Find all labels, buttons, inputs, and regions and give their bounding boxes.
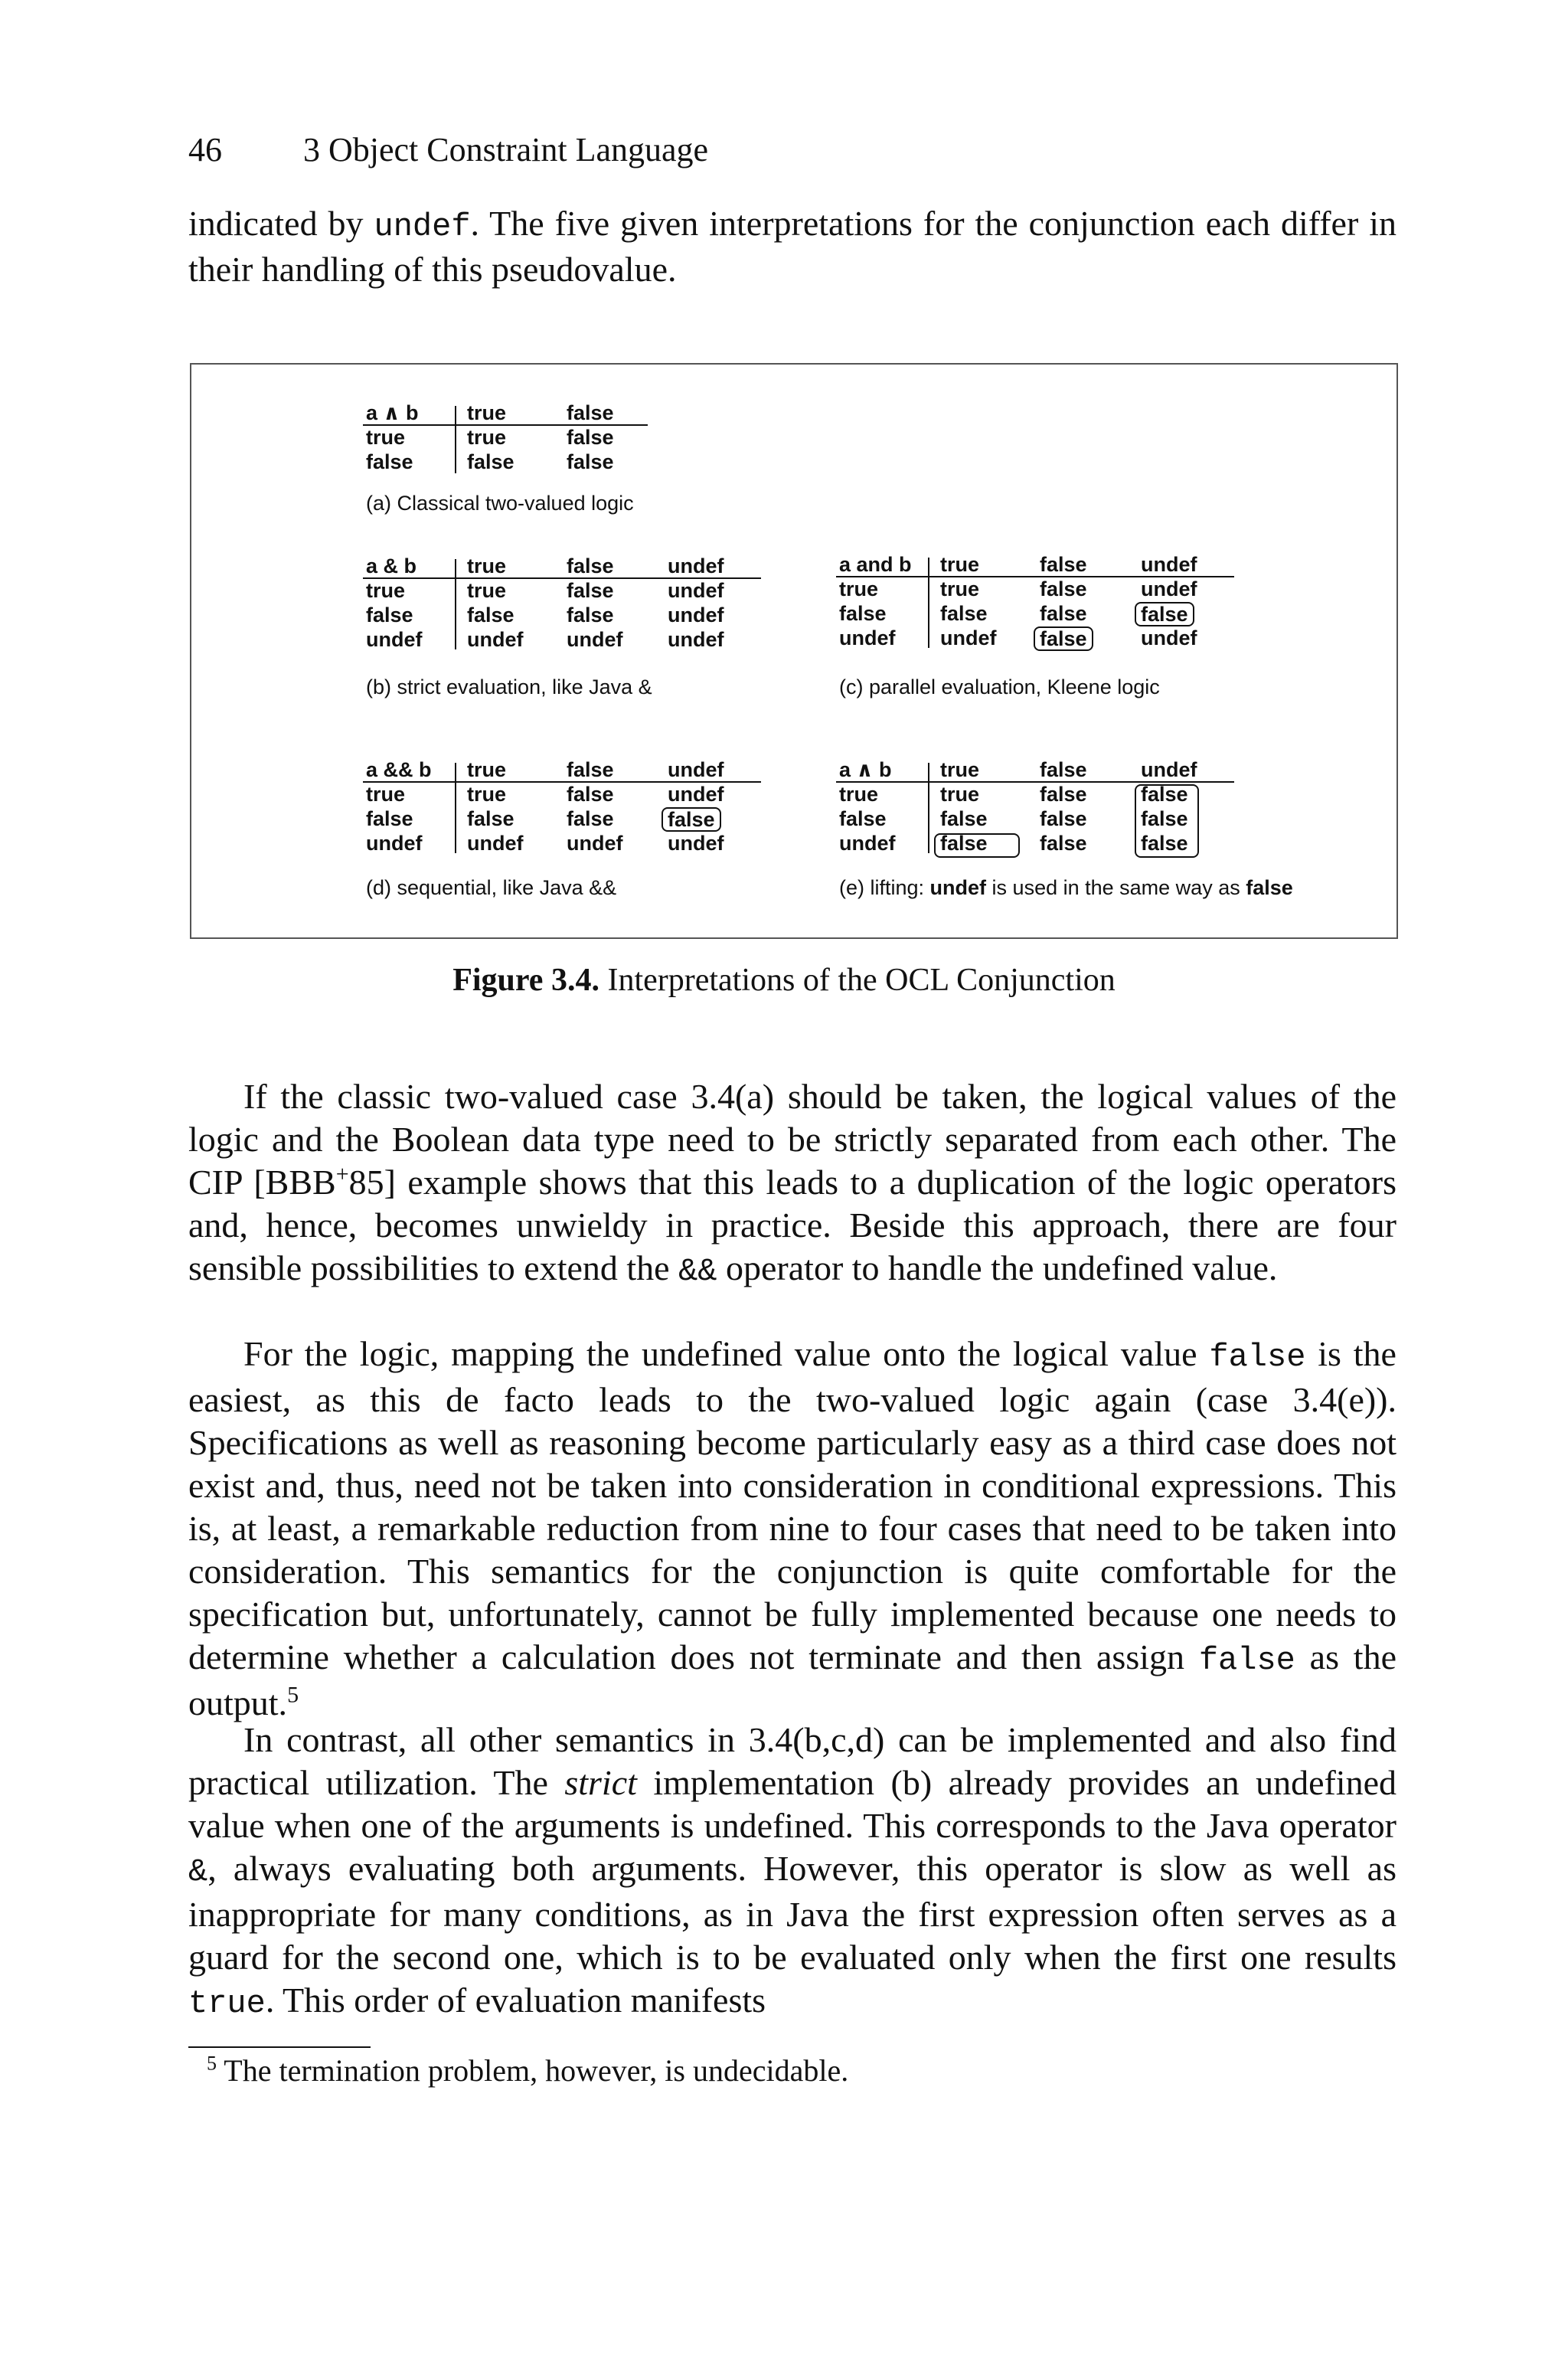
header-cell: false: [1040, 758, 1087, 781]
cell: undef: [668, 628, 724, 651]
cell: undef: [567, 628, 623, 651]
text-run: If the classic two-valued case 3.4(a) should be taken, the logical values of the logic and the Boolean data type need to be strictly separated from each other. The CIP [BBB: [188, 1077, 1396, 1202]
cell: undef: [366, 628, 423, 651]
header-cell: a & b: [366, 554, 417, 577]
text-run: In contrast, all other semantics in 3.4(b,c,d) can be implemented and also find practical utilization. The: [188, 1720, 1396, 1802]
body-paragraph-1: [188, 1075, 1396, 1293]
cell: undef: [668, 783, 724, 806]
figure-3-4: [190, 363, 1398, 939]
cell: false: [567, 450, 614, 473]
cell: true: [467, 579, 507, 602]
header-cell: true: [940, 758, 980, 781]
cell: false: [1040, 602, 1087, 625]
cell: false: [839, 602, 887, 625]
cell: false: [940, 832, 988, 855]
subfigure-caption-c: (c) parallel evaluation, Kleene logic: [839, 675, 1160, 698]
cell: undef: [940, 626, 997, 649]
cell: false: [467, 450, 514, 473]
table-divider: [363, 424, 648, 426]
cell: false: [366, 807, 413, 830]
header-cell: true: [467, 401, 507, 424]
cell: undef: [1141, 626, 1197, 649]
cell: true: [467, 426, 507, 449]
cell: undef: [567, 832, 623, 855]
cell: false: [839, 807, 887, 830]
cell: undef: [1141, 577, 1197, 600]
cell: false: [467, 603, 514, 626]
boxed-cell: false: [1135, 602, 1194, 626]
subfigure-caption-d: (d) sequential, like Java &&: [366, 876, 617, 899]
chapter-title: 3 Object Constraint Language: [303, 131, 709, 168]
cell: false: [1141, 832, 1188, 855]
cell: true: [839, 577, 879, 600]
lifted-undef-row-box: [934, 833, 1020, 858]
cell: false: [567, 783, 614, 806]
cell: true: [366, 579, 406, 602]
caption-bold: false: [1246, 876, 1293, 899]
code-true: true: [188, 1985, 266, 2022]
cell: undef: [668, 832, 724, 855]
running-head: [188, 130, 708, 169]
superscript: +: [335, 1161, 349, 1187]
table-divider: [363, 577, 761, 579]
header-cell: undef: [668, 758, 724, 781]
code-false: false: [1198, 1642, 1295, 1679]
footnote-text: The termination problem, however, is undecidable.: [224, 2053, 849, 2088]
cell: false: [1040, 807, 1087, 830]
cell: undef: [467, 628, 524, 651]
header-cell: true: [467, 758, 507, 781]
cell: undef: [839, 832, 896, 855]
table-divider: [455, 763, 456, 853]
table-divider: [836, 781, 1234, 783]
table-divider: [928, 558, 929, 648]
boxed-cell: false: [662, 807, 721, 832]
code-amp-operator: &: [188, 1853, 208, 1890]
header-cell: false: [567, 554, 614, 577]
text-run: is the easiest, as this de facto leads to the two-valued logic again (case 3.4(e)). Specifications as well as reasoning become particularly easy as a third case does not exist and, thus, need not be taken into consideration in conditional expressions. This is, at least, a remarkable reduction from nine to four cases that need to be taken into consideration. This semantics for the conjunction is quite comfortable for the specification but, unfortunately, cannot be fully implemented because one needs to determine whether a calculation does not terminate and then assign: [188, 1334, 1396, 1676]
cell: false: [567, 807, 614, 830]
body-paragraph-2: [188, 1333, 1396, 1725]
subfigure-caption-a: (a) Classical two-valued logic: [366, 492, 634, 515]
cell: false: [567, 579, 614, 602]
header-cell: a && b: [366, 758, 432, 781]
text-run: . The five given interpretations for the conjunction each differ in their handling of this pseudovalue.: [188, 204, 1396, 289]
caption-text: is used in the same way as: [986, 876, 1246, 899]
cell: undef: [366, 832, 423, 855]
header-cell: true: [467, 554, 507, 577]
caption-bold: undef: [929, 876, 987, 899]
footnote-rule: [188, 2046, 371, 2048]
figure-caption: [0, 962, 1568, 999]
cell: false: [1040, 577, 1087, 600]
text-run: For the logic, mapping the undefined value onto the logical value: [243, 1334, 1210, 1373]
cell: undef: [467, 832, 524, 855]
body-paragraph-3: [188, 1719, 1396, 2025]
boxed-cell: false: [1034, 626, 1093, 651]
code-false: false: [1209, 1339, 1306, 1375]
header-cell: a ∧ b: [839, 758, 892, 781]
cell: false: [940, 807, 988, 830]
cell: false: [1141, 783, 1188, 806]
cell: false: [940, 602, 988, 625]
figure-label: Figure 3.4.: [452, 963, 599, 998]
cell: true: [366, 783, 406, 806]
text-run: 85] example shows that this leads to a duplication of the logic operators and, hence, becomes unwieldy in practice. Beside this approach, there are four sensible possibilities to extend the: [188, 1163, 1396, 1287]
cell: false: [1141, 807, 1188, 830]
cell: false: [366, 450, 413, 473]
cell: true: [940, 577, 980, 600]
table-divider: [928, 763, 929, 853]
header-cell: undef: [1141, 758, 1197, 781]
table-divider: [363, 781, 761, 783]
page-number: 46: [188, 131, 222, 168]
text-run: as the output.: [188, 1637, 1397, 1722]
table-divider: [455, 406, 456, 473]
cell: false: [1040, 832, 1087, 855]
figure-title: Interpretations of the OCL Conjunction: [607, 963, 1116, 998]
text-run: indicated by: [188, 204, 374, 243]
header-cell: a ∧ b: [366, 401, 419, 424]
cell: undef: [668, 603, 724, 626]
cell: false: [467, 807, 514, 830]
header-cell: true: [940, 553, 980, 576]
caption-text: (e) lifting:: [839, 876, 930, 899]
cell: undef: [839, 626, 896, 649]
code-undef: undef: [374, 208, 471, 245]
table-divider: [836, 576, 1234, 577]
cell: true: [366, 426, 406, 449]
emphasis: strict: [564, 1763, 637, 1802]
footnote-number: 5: [207, 2052, 217, 2075]
cell: true: [940, 783, 980, 806]
footnote-marker: 5: [287, 1682, 299, 1708]
header-cell: false: [567, 758, 614, 781]
footnote: [207, 2053, 848, 2089]
subfigure-caption-b: (b) strict evaluation, like Java &: [366, 675, 652, 698]
text-run: operator to handle the undefined value.: [717, 1248, 1278, 1287]
subfigure-caption-e: [839, 876, 1293, 900]
header-cell: undef: [668, 554, 724, 577]
cell: true: [467, 783, 507, 806]
table-divider: [455, 559, 456, 649]
cell: undef: [668, 579, 724, 602]
code-and-operator: &&: [678, 1253, 717, 1290]
cell: false: [567, 426, 614, 449]
cell: true: [839, 783, 879, 806]
header-cell: undef: [1141, 553, 1197, 576]
header-cell: false: [567, 401, 614, 424]
text-run: , always evaluating both arguments. However, this operator is slow as well as inappropriate for many conditions, as in Java the first expression often serves as a guard for the second one, which is to be evaluated only when the first one results: [188, 1849, 1396, 1977]
header-cell: false: [1040, 553, 1087, 576]
cell: false: [1040, 783, 1087, 806]
lifted-undef-column-box: [1135, 784, 1199, 858]
header-cell: a and b: [839, 553, 912, 576]
text-run: implementation (b) already provides an undefined value when one of the arguments is undefined. This corresponds to the Java operator: [188, 1763, 1396, 1845]
intro-paragraph: [188, 202, 1396, 291]
text-run: . This order of evaluation manifests: [265, 1981, 766, 2020]
cell: false: [567, 603, 614, 626]
cell: false: [366, 603, 413, 626]
